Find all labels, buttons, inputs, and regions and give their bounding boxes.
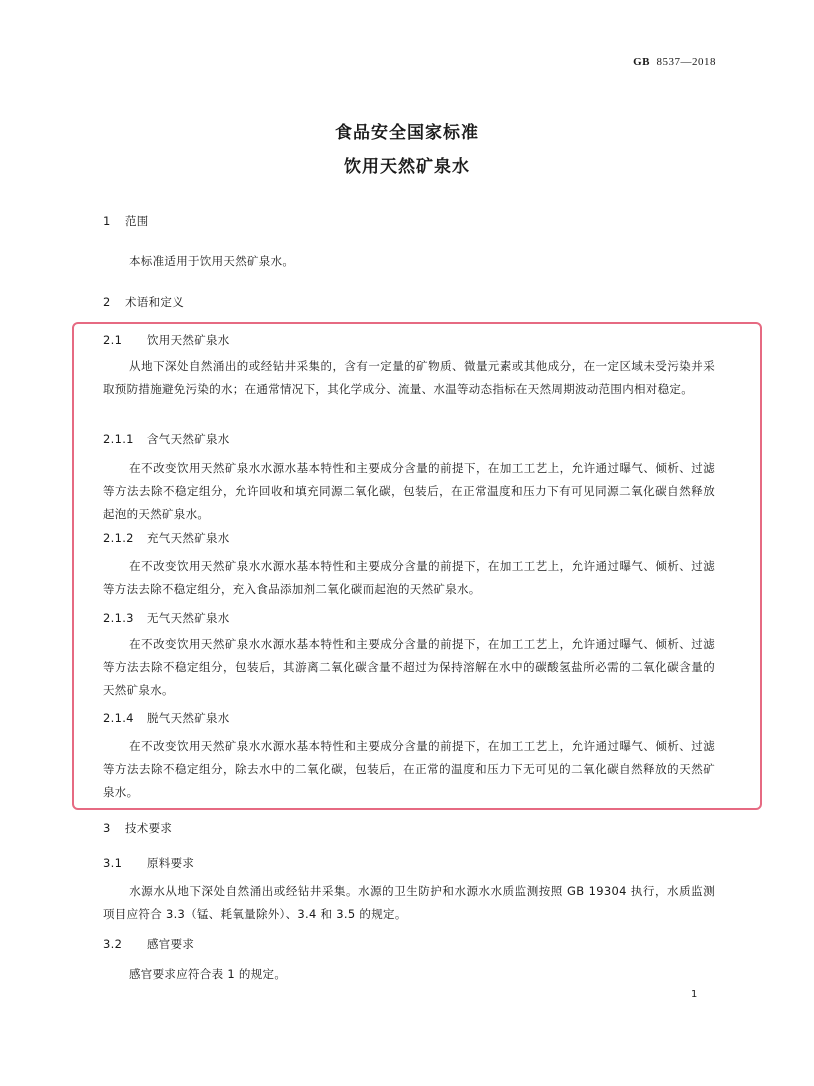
paragraph-text: 感官要求应符合表 1 的规定。	[129, 967, 287, 981]
document-title: 食品安全国家标准	[335, 123, 479, 143]
paragraph-text: 在不改变饮用天然矿泉水水源水基本特性和主要成分含量的前提下，在加工工艺上，允许通过曝气、倾析、过滤等方法去除不稳定组分，允许回收和填充同源二氧化碳，包装后，在正常温度和压力下有可见同源二氧化碳自然释放起泡的天然矿泉水。	[103, 461, 715, 521]
section-1-heading	[103, 213, 149, 229]
section-number: 2.1.2	[103, 531, 134, 545]
section-number: 3.2	[103, 937, 123, 951]
section-2-1-3-heading	[103, 610, 230, 626]
section-1-paragraph	[103, 250, 715, 273]
section-number: 2.1	[103, 333, 123, 347]
section-number: 2.1.1	[103, 432, 134, 446]
section-title: 含气天然矿泉水	[147, 432, 230, 446]
paragraph-text: 本标准适用于饮用天然矿泉水。	[129, 254, 295, 268]
section-number: 2	[103, 295, 111, 309]
section-3-2-paragraph	[103, 963, 715, 986]
section-2-1-1-paragraph	[103, 457, 715, 526]
section-title: 充气天然矿泉水	[147, 531, 230, 545]
section-3-1-paragraph	[103, 880, 715, 926]
paragraph-text: 在不改变饮用天然矿泉水水源水基本特性和主要成分含量的前提下，在加工工艺上，允许通过曝气、倾析、过滤等方法去除不稳定组分，充入食品添加剂二氧化碳而起泡的天然矿泉水。	[103, 559, 715, 596]
page-number: 1	[691, 989, 698, 1000]
section-title: 饮用天然矿泉水	[147, 333, 230, 347]
section-title: 原料要求	[147, 856, 195, 870]
section-number: 2.1.4	[103, 711, 134, 725]
section-3-2-heading	[103, 936, 194, 952]
section-2-1-heading	[103, 332, 230, 348]
section-2-1-paragraph	[103, 355, 715, 401]
document-subtitle: 饮用天然矿泉水	[344, 157, 470, 177]
paragraph-text: 在不改变饮用天然矿泉水水源水基本特性和主要成分含量的前提下，在加工工艺上，允许通过曝气、倾析、过滤等方法去除不稳定组分，除去水中的二氧化碳，包装后，在正常的温度和压力下无可见的二氧化碳自然释放的天然矿泉水。	[103, 739, 715, 799]
section-title: 技术要求	[125, 821, 173, 835]
section-number: 3	[103, 821, 111, 835]
paragraph-text: 水源水从地下深处自然涌出或经钻井采集。水源的卫生防护和水源水水质监测按照 GB 19304 执行，水质监测项目应符合 3.3（锰、耗氧量除外）、3.4 和 3.5 的规定。	[103, 884, 715, 921]
section-number: 3.1	[103, 856, 123, 870]
section-2-1-4-paragraph	[103, 735, 715, 804]
section-title: 无气天然矿泉水	[147, 611, 230, 625]
standard-code-prefix: GB	[633, 56, 650, 68]
section-2-1-1-heading	[103, 431, 230, 447]
standard-code-number: 8537—2018	[656, 56, 716, 68]
section-number: 1	[103, 214, 111, 228]
standard-code	[633, 56, 716, 68]
section-2-1-2-heading	[103, 530, 230, 546]
paragraph-text: 在不改变饮用天然矿泉水水源水基本特性和主要成分含量的前提下，在加工工艺上，允许通过曝气、倾析、过滤等方法去除不稳定组分，包装后，其游离二氧化碳含量不超过为保持溶解在水中的碳酸氢盐所必需的二氧化碳含量的天然矿泉水。	[103, 637, 715, 697]
section-2-1-4-heading	[103, 710, 230, 726]
section-title: 脱气天然矿泉水	[147, 711, 230, 725]
section-2-1-2-paragraph	[103, 555, 715, 601]
section-title: 术语和定义	[125, 295, 184, 309]
section-3-1-heading	[103, 855, 194, 871]
paragraph-text: 从地下深处自然涌出的或经钻井采集的，含有一定量的矿物质、微量元素或其他成分，在一定区域未受污染并采取预防措施避免污染的水；在通常情况下，其化学成分、流量、水温等动态指标在天然周期波动范围内相对稳定。	[103, 359, 715, 396]
section-title: 感官要求	[147, 937, 195, 951]
section-2-heading	[103, 294, 184, 310]
section-title: 范围	[125, 214, 149, 228]
section-number: 2.1.3	[103, 611, 134, 625]
section-3-heading	[103, 820, 172, 836]
section-2-1-3-paragraph	[103, 633, 715, 702]
